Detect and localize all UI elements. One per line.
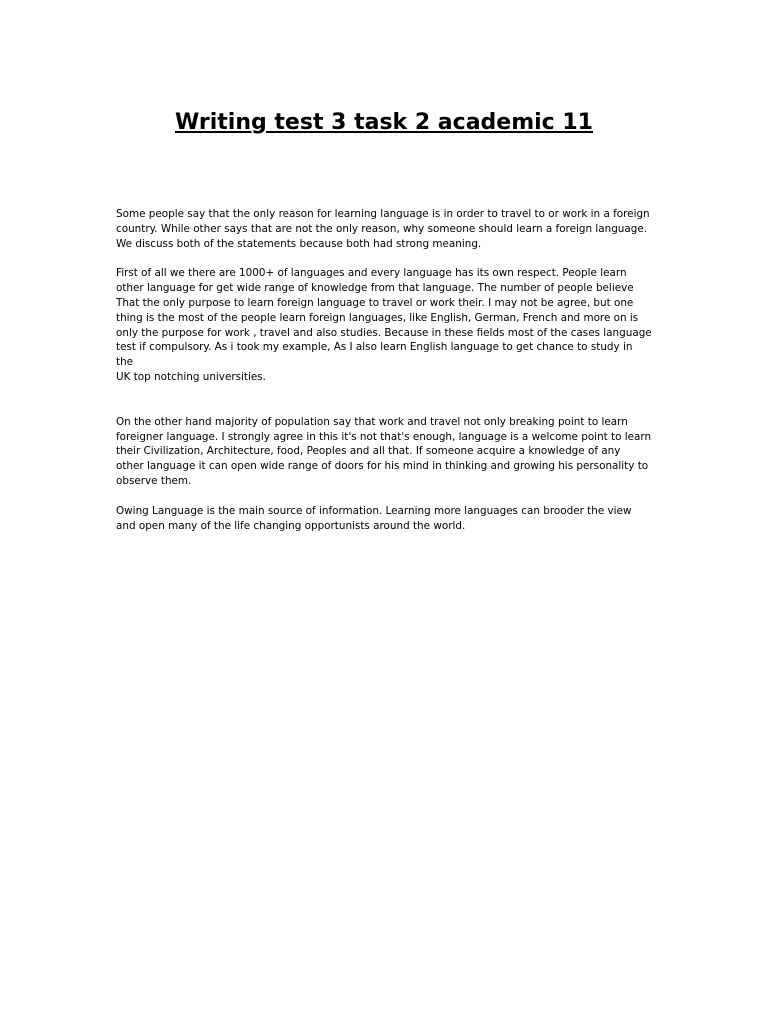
paragraph-spacer	[116, 251, 652, 266]
paragraph-spacer	[116, 385, 652, 415]
paragraph-conclusion: Owing Language is the main source of information. Learning more languages can brooder the view and open many of the life changing opportunists around the world.	[116, 504, 632, 532]
document-body	[116, 207, 652, 533]
paragraph-spacer	[116, 489, 652, 504]
paragraph-other-view: On the other hand majority of population say that work and travel not only breaking point to learn foreigner language. I strongly agree in this it's not that's enough, language is a welcome point to learn their Civilization, Architecture, food, Peoples and all that. If someone acquire a knowledge of any other language it can open wide range of doors for his mind in thinking and growing his personality to observe them.	[116, 415, 652, 487]
paragraph-intro: Some people say that the only reason for learning language is in order to travel to or work in a foreign country. While other says that are not the only reason, why someone should learn a foreign language. We discuss both of the statements because both had strong meaning.	[116, 208, 650, 250]
document-title: Writing test 3 task 2 academic 11	[175, 110, 593, 135]
paragraph-first-view: First of all we there are 1000+ of languages and every language has its own respect. People learn other language for get wide range of knowledge from that language. The number of people believe That the only purpose to learn foreign language to travel or work their. I may not be agree, but one thing is the most of the people learn foreign languages, like English, German, French and more on is only the purpose for work , travel and also studies. Because in these fields most of the cases language test if compulsory. As i took my example, As I also learn English language to get chance to study in the UK top notching universities.	[116, 267, 652, 383]
